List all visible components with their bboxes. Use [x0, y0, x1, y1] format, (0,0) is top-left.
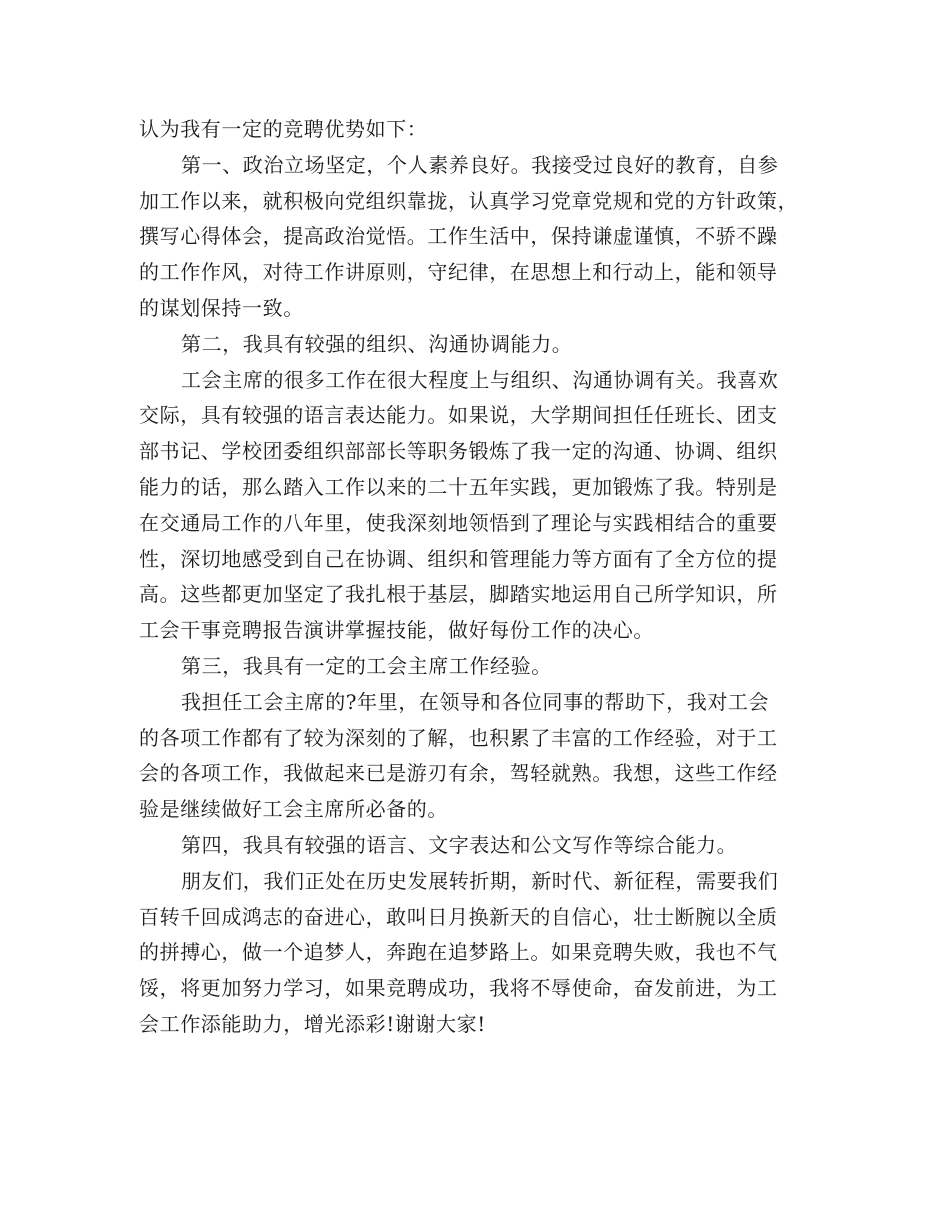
text-line: 第三，我具有一定的工会主席工作经验。: [181, 653, 552, 678]
text-line: 的各项工作都有了较为深刻的了解，也积累了丰富的工作经验，对于工: [139, 725, 778, 750]
document-body: [139, 112, 821, 1043]
text-line: 会工作添能助力，增光添彩!谢谢大家!: [139, 1011, 486, 1036]
text-line: 第一、政治立场坚定，个人素养良好。我接受过良好的教育，自参: [181, 152, 779, 177]
text-line: 第二，我具有较强的组织、沟通协调能力。: [181, 331, 573, 356]
text-line: 百转千回成鸿志的奋进心，敢叫日月换新天的自信心，壮士断腕以全质: [139, 904, 778, 929]
text-line: 会的各项工作，我做起来已是游刃有余，驾轻就熟。我想，这些工作经: [139, 761, 778, 786]
text-line: 工会主席的很多工作在很大程度上与组织、沟通协调有关。我喜欢: [181, 367, 779, 392]
text-line: 馁，将更加努力学习，如果竞聘成功，我将不辱使命，奋发前进，为工: [139, 976, 778, 1001]
text-line: 撰写心得体会，提高政治觉悟。工作生活中，保持谦虚谨慎，不骄不躁: [139, 224, 778, 249]
text-line: 工会干事竞聘报告演讲掌握技能，做好每份工作的决心。: [139, 618, 654, 643]
text-line: 的拼搏心，做一个追梦人，奔跑在追梦路上。如果竞聘失败，我也不气: [139, 940, 778, 965]
text-line: 验是继续做好工会主席所必备的。: [139, 797, 448, 822]
text-line: 我担任工会主席的?年里，在领导和各位同事的帮助下，我对工会: [181, 689, 770, 714]
text-line: 的工作作风，对待工作讲原则，守纪律，在思想上和行动上，能和领导: [139, 260, 778, 285]
text-line: 交际，具有较强的语言表达能力。如果说，大学期间担任任班长、团支: [139, 403, 778, 428]
text-line: 加工作以来，就积极向党组织靠拢，认真学习党章党规和党的方针政策，: [139, 188, 799, 213]
text-line: 在交通局工作的八年里，使我深刻地领悟到了理论与实践相结合的重要: [139, 510, 778, 535]
text-line: 朋友们，我们正处在历史发展转折期，新时代、新征程，需要我们: [181, 868, 779, 893]
text-line: 能力的话，那么踏入工作以来的二十五年实践，更加锻炼了我。特别是: [139, 474, 778, 499]
text-line: 高。这些都更加坚定了我扎根于基层，脚踏实地运用自己所学知识，所: [139, 582, 778, 607]
text-line: 第四，我具有较强的语言、文字表达和公文写作等综合能力。: [181, 832, 738, 857]
text-line: 认为我有一定的竞聘优势如下：: [139, 117, 428, 141]
text-line: 性，深切地感受到自己在协调、组织和管理能力等方面有了全方位的提: [139, 546, 778, 571]
text-line: 的谋划保持一致。: [139, 295, 304, 320]
text-line: 部书记、学校团委组织部部长等职务锻炼了我一定的沟通、协调、组织: [139, 439, 778, 464]
